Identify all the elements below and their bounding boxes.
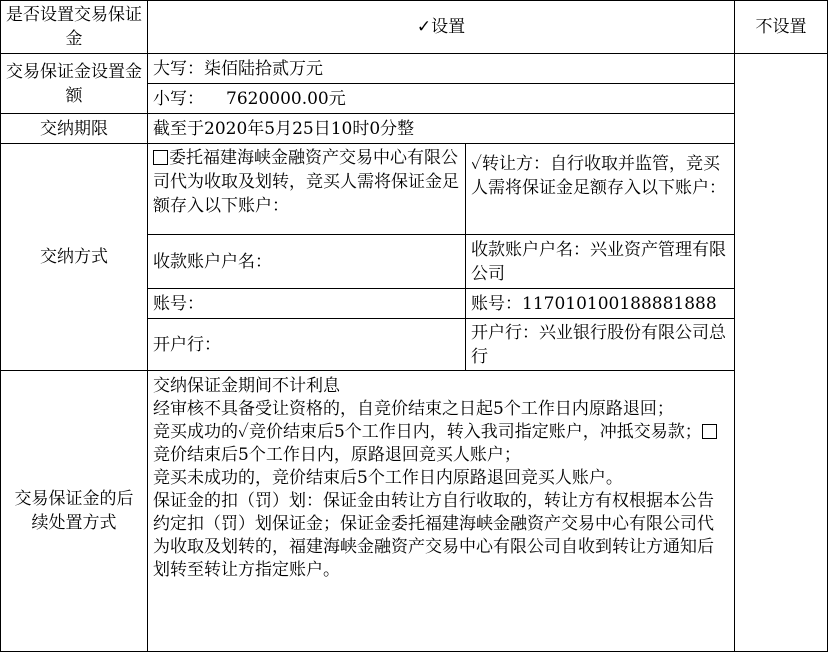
disposal-line2: 经审核不具备受让资格的，自竞价结束之日起5个工作日内原路退回；	[153, 399, 674, 419]
disposal-line3	[153, 421, 729, 467]
amount-upper-label: 大写：	[153, 58, 204, 79]
right-bank-cell	[465, 318, 735, 371]
header-set: 设置	[431, 17, 466, 37]
header-question-cell	[0, 0, 148, 54]
header-not-set: 不设置	[755, 17, 807, 37]
deadline-value-cell	[147, 113, 735, 144]
check-icon: ✓	[471, 154, 482, 174]
left-account-no: 账号：	[153, 293, 204, 314]
disposal-line5: 保证金的扣（罚）划：保证金由转让方自行收取的，转让方有权根据本公告约定扣（罚）划保证金；保证金委托福建海峡金融资产交易中心有限公司代为收取及划转的，福建海峡金融资产交易中心有限公司自收到转让方通知后划转至转让方指定账户。	[153, 491, 714, 580]
left-account-name: 收款账户户名：	[153, 251, 272, 272]
right-account-no-cell	[465, 288, 735, 319]
right-bank: 开户行：兴业银行股份有限公司总行	[471, 323, 726, 367]
disposal-label: 交易保证金的后续处置方式	[14, 489, 134, 533]
method-entrust-text: 委托福建海峡金融资产交易中心有限公司代为收取及划转，竞买人需将保证金足额存入以下账户：	[153, 148, 459, 216]
amount-upper-value: 柒佰陆拾贰万元	[204, 58, 323, 79]
left-account-name-cell	[147, 234, 466, 289]
method-transferor-text: 转让方：自行收取并监管，竞买人需将保证金足额存入以下账户：	[471, 154, 726, 198]
disposal-line1: 交纳保证金期间不计利息	[153, 376, 340, 396]
checkbox-unchecked-icon	[153, 150, 168, 165]
right-account-no: 账号：117010100188881888	[471, 293, 717, 314]
disposal-line3-c: 竞价结束后5个工作日内，原路退回竞买人账户；	[153, 445, 521, 465]
amount-lower-cell	[147, 83, 735, 114]
disposal-line3-a: 竞买成功的	[153, 422, 238, 442]
disposal-line4: 竞买未成功的，竞价结束后5个工作日内原路退回竞买人账户。	[153, 468, 623, 488]
deadline-value: 截至于2020年5月25日10时0分整	[153, 118, 415, 139]
deadline-label-cell	[0, 113, 148, 144]
header-not-set-cell	[734, 0, 828, 54]
disposal-label-cell	[0, 370, 148, 652]
left-account-no-cell	[147, 288, 466, 319]
method-label: 交纳方式	[40, 247, 108, 267]
amount-label: 交易保证金设置金额	[6, 61, 142, 106]
left-bank-cell	[147, 318, 466, 371]
method-entrust-cell	[147, 143, 466, 235]
header-question: 是否设置交易保证金	[6, 5, 142, 49]
left-bank: 开户行：	[153, 334, 221, 355]
disposal-content-cell	[147, 370, 735, 652]
right-account-name-cell	[465, 234, 735, 289]
check-icon: ✓	[238, 422, 249, 442]
check-icon: ✓	[416, 17, 432, 37]
disposal-line3-b: 竞价结束后5个工作日内，转入我司指定账户，冲抵交易款；	[248, 422, 702, 442]
method-transferor-cell	[465, 143, 735, 235]
checkbox-unchecked-icon	[702, 424, 717, 439]
not-set-column	[734, 53, 828, 652]
amount-upper-cell	[147, 53, 735, 84]
amount-lower-label: 小写：	[153, 88, 204, 109]
amount-label-cell	[0, 53, 148, 114]
method-label-cell	[0, 143, 148, 371]
header-set-cell	[147, 0, 735, 54]
right-account-name: 收款账户户名：兴业资产管理有限公司	[471, 240, 726, 284]
deadline-label: 交纳期限	[40, 118, 108, 139]
amount-lower-value: 7620000.00元	[226, 88, 346, 109]
